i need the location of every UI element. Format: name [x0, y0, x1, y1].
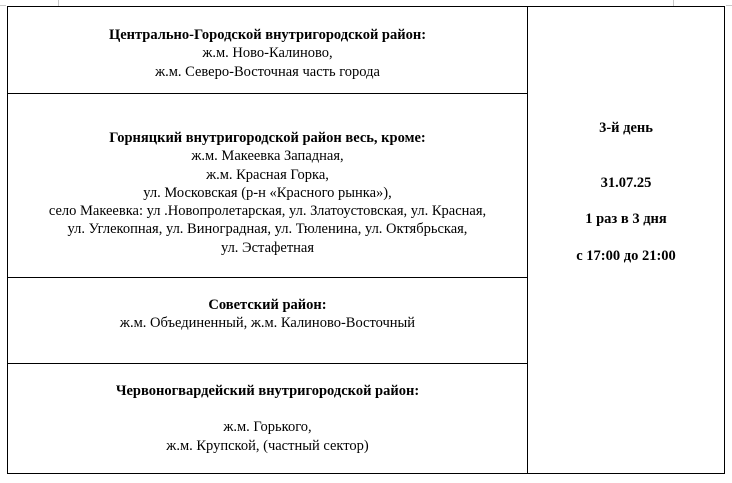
districts-column [8, 7, 527, 473]
district-heading: Центрально-Городской внутригородской район: [108, 27, 427, 43]
district-row-sovetsky [8, 278, 527, 364]
district-line: ж.м. Макеевка Западная, [191, 148, 344, 165]
district-row-central [8, 7, 527, 94]
district-line: ж.м. Горького, [223, 419, 312, 436]
schedule-frequency: 1 раз в 3 дня [585, 211, 667, 227]
district-line: ж.м. Ново-Калиново, [202, 45, 333, 62]
schedule-time: с 17:00 до 21:00 [576, 248, 676, 264]
district-heading: Червоногвардейский внутригородской район: [115, 383, 420, 399]
district-line: ж.м. Крупской, (частный сектор) [166, 437, 369, 454]
page-corner-mark-right-h [726, 5, 732, 6]
district-heading: Горняцкий внутригородской район весь, кроме: [109, 130, 426, 146]
district-line: село Макеевка: ул .Новопролетарская, ул. Златоустовская, ул. Красная, [48, 203, 487, 220]
district-line: ж.м. Северо-Восточная часть города [155, 63, 380, 80]
district-line: ул. Углекопная, ул. Виноградная, ул. Тюленина, ул. Октябрьская, [67, 221, 468, 238]
district-heading: Советский район: [208, 297, 327, 313]
spacer [8, 400, 527, 418]
district-line: ул. Московская (р-н «Красного рынка»), [143, 184, 392, 201]
schedule-column [528, 7, 724, 473]
district-row-gornyatsky [8, 94, 527, 278]
district-line: ж.м. Объединенный, ж.м. Калиново-Восточный [119, 315, 416, 332]
district-line: ул. Эстафетная [220, 239, 315, 256]
schedule-date: 31.07.25 [600, 175, 652, 191]
district-row-chervonogvardeysky [8, 364, 527, 474]
page-corner-mark-left-h [0, 5, 6, 6]
district-line: ж.м. Красная Горка, [206, 166, 329, 183]
schedule-day: 3-й день [599, 120, 653, 136]
schedule-table [7, 6, 725, 474]
